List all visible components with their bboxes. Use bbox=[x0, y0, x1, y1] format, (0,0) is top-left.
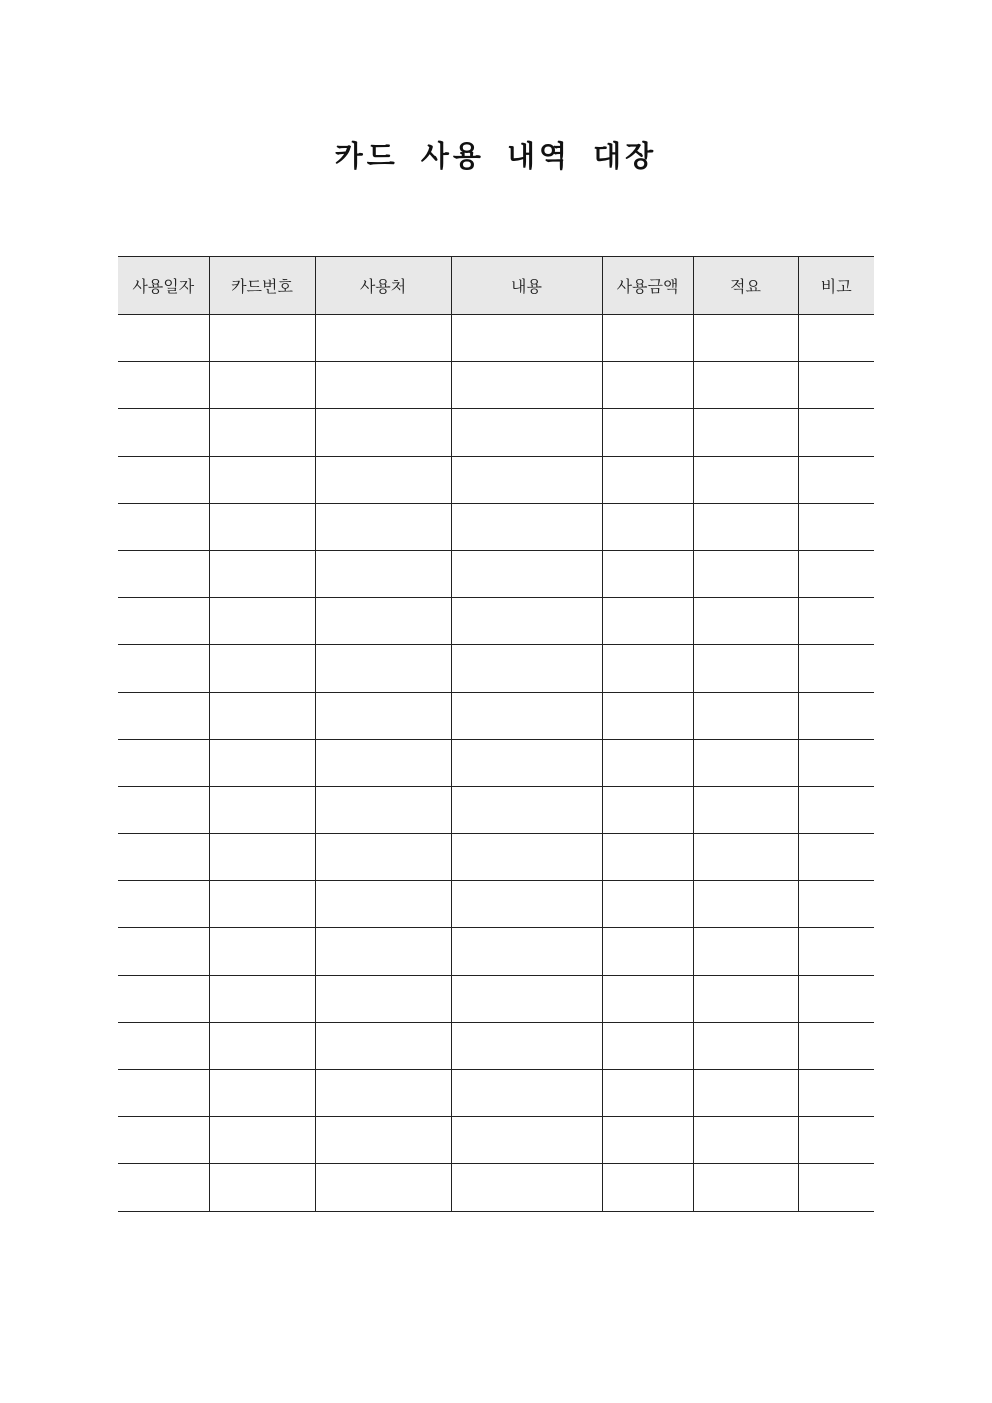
table-cell-merchant bbox=[315, 1164, 451, 1211]
table-cell-amount bbox=[602, 1117, 693, 1164]
table-cell-card-number bbox=[209, 881, 315, 928]
table-cell-summary bbox=[693, 456, 798, 503]
table-cell-card-number bbox=[209, 315, 315, 362]
table-cell-merchant bbox=[315, 503, 451, 550]
table-cell-details bbox=[451, 550, 602, 597]
table-cell-amount bbox=[602, 739, 693, 786]
table-cell-amount bbox=[602, 456, 693, 503]
table-cell-card-number bbox=[209, 550, 315, 597]
table-cell-remarks bbox=[798, 315, 874, 362]
table-cell-summary bbox=[693, 1117, 798, 1164]
table-cell-summary bbox=[693, 645, 798, 692]
table-cell-amount bbox=[602, 692, 693, 739]
table-cell-merchant bbox=[315, 1117, 451, 1164]
table-header-row bbox=[118, 257, 874, 315]
table-cell-summary bbox=[693, 315, 798, 362]
table-cell-summary bbox=[693, 362, 798, 409]
table-cell-remarks bbox=[798, 1070, 874, 1117]
table-cell-summary bbox=[693, 503, 798, 550]
table-cell-merchant bbox=[315, 1070, 451, 1117]
table-cell-remarks bbox=[798, 739, 874, 786]
table-cell-amount bbox=[602, 645, 693, 692]
table-cell-date bbox=[118, 598, 209, 645]
table-cell-remarks bbox=[798, 692, 874, 739]
table-row bbox=[118, 362, 874, 409]
table-cell-amount bbox=[602, 786, 693, 833]
table-cell-details bbox=[451, 1022, 602, 1069]
table-row bbox=[118, 881, 874, 928]
table-cell-amount bbox=[602, 409, 693, 456]
column-header-card-number: 카드번호 bbox=[209, 257, 315, 315]
table-cell-remarks bbox=[798, 409, 874, 456]
table-cell-details bbox=[451, 834, 602, 881]
table-cell-date bbox=[118, 1070, 209, 1117]
table-cell-remarks bbox=[798, 1022, 874, 1069]
table-cell-card-number bbox=[209, 456, 315, 503]
table-cell-remarks bbox=[798, 362, 874, 409]
table-body bbox=[118, 315, 874, 1212]
table-cell-summary bbox=[693, 786, 798, 833]
table-cell-amount bbox=[602, 975, 693, 1022]
table-cell-details bbox=[451, 1117, 602, 1164]
table-cell-summary bbox=[693, 409, 798, 456]
table-cell-amount bbox=[602, 834, 693, 881]
table-cell-card-number bbox=[209, 1070, 315, 1117]
table-cell-date bbox=[118, 550, 209, 597]
table-cell-details bbox=[451, 692, 602, 739]
table-cell-date bbox=[118, 739, 209, 786]
table-cell-card-number bbox=[209, 1164, 315, 1211]
table-row bbox=[118, 645, 874, 692]
table-cell-remarks bbox=[798, 928, 874, 975]
table-cell-date bbox=[118, 456, 209, 503]
table-cell-amount bbox=[602, 550, 693, 597]
table-cell-remarks bbox=[798, 834, 874, 881]
column-header-date: 사용일자 bbox=[118, 257, 209, 315]
table-row bbox=[118, 409, 874, 456]
table-cell-summary bbox=[693, 1070, 798, 1117]
table-cell-merchant bbox=[315, 456, 451, 503]
table-row bbox=[118, 1022, 874, 1069]
table-cell-card-number bbox=[209, 503, 315, 550]
table-row bbox=[118, 834, 874, 881]
table-cell-summary bbox=[693, 1022, 798, 1069]
table-cell-card-number bbox=[209, 1117, 315, 1164]
table-cell-remarks bbox=[798, 645, 874, 692]
table-cell-merchant bbox=[315, 362, 451, 409]
table-cell-summary bbox=[693, 834, 798, 881]
table-cell-summary bbox=[693, 1164, 798, 1211]
table-cell-date bbox=[118, 881, 209, 928]
table-cell-merchant bbox=[315, 692, 451, 739]
table-cell-details bbox=[451, 645, 602, 692]
table-cell-amount bbox=[602, 928, 693, 975]
column-header-amount: 사용금액 bbox=[602, 257, 693, 315]
table-cell-date bbox=[118, 692, 209, 739]
table-row bbox=[118, 1164, 874, 1211]
table-row bbox=[118, 598, 874, 645]
table-cell-details bbox=[451, 456, 602, 503]
table-row bbox=[118, 1117, 874, 1164]
table-cell-remarks bbox=[798, 881, 874, 928]
table-cell-remarks bbox=[798, 1164, 874, 1211]
table-cell-merchant bbox=[315, 928, 451, 975]
table-cell-card-number bbox=[209, 786, 315, 833]
column-header-details: 내용 bbox=[451, 257, 602, 315]
table-cell-card-number bbox=[209, 1022, 315, 1069]
table-cell-details bbox=[451, 975, 602, 1022]
column-header-remarks: 비고 bbox=[798, 257, 874, 315]
table-cell-card-number bbox=[209, 834, 315, 881]
table-cell-remarks bbox=[798, 503, 874, 550]
table-cell-merchant bbox=[315, 739, 451, 786]
table-cell-date bbox=[118, 645, 209, 692]
table-cell-amount bbox=[602, 503, 693, 550]
table-cell-amount bbox=[602, 362, 693, 409]
table-cell-amount bbox=[602, 1022, 693, 1069]
table-cell-merchant bbox=[315, 550, 451, 597]
table-cell-card-number bbox=[209, 362, 315, 409]
table-cell-remarks bbox=[798, 975, 874, 1022]
table-cell-merchant bbox=[315, 881, 451, 928]
table-cell-merchant bbox=[315, 1022, 451, 1069]
table-row bbox=[118, 928, 874, 975]
column-header-summary: 적요 bbox=[693, 257, 798, 315]
table-cell-amount bbox=[602, 598, 693, 645]
table-cell-merchant bbox=[315, 315, 451, 362]
table-cell-date bbox=[118, 1164, 209, 1211]
table-cell-date bbox=[118, 409, 209, 456]
table-cell-summary bbox=[693, 598, 798, 645]
table-cell-card-number bbox=[209, 739, 315, 786]
table-row bbox=[118, 503, 874, 550]
table-cell-amount bbox=[602, 1070, 693, 1117]
table-cell-merchant bbox=[315, 834, 451, 881]
table-cell-details bbox=[451, 315, 602, 362]
table-cell-details bbox=[451, 881, 602, 928]
table-cell-merchant bbox=[315, 786, 451, 833]
table-cell-details bbox=[451, 739, 602, 786]
table-cell-card-number bbox=[209, 598, 315, 645]
table-cell-remarks bbox=[798, 786, 874, 833]
table-cell-merchant bbox=[315, 645, 451, 692]
table-cell-card-number bbox=[209, 409, 315, 456]
table-cell-amount bbox=[602, 1164, 693, 1211]
table-cell-details bbox=[451, 1070, 602, 1117]
table-cell-card-number bbox=[209, 975, 315, 1022]
table-row bbox=[118, 692, 874, 739]
table-cell-date bbox=[118, 1117, 209, 1164]
table-cell-details bbox=[451, 362, 602, 409]
table-row bbox=[118, 550, 874, 597]
table-cell-summary bbox=[693, 975, 798, 1022]
table-cell-summary bbox=[693, 550, 798, 597]
table-row bbox=[118, 315, 874, 362]
table-cell-date bbox=[118, 975, 209, 1022]
table-cell-details bbox=[451, 928, 602, 975]
table-row bbox=[118, 975, 874, 1022]
table-row bbox=[118, 786, 874, 833]
table-cell-merchant bbox=[315, 598, 451, 645]
table-cell-details bbox=[451, 598, 602, 645]
table-cell-remarks bbox=[798, 550, 874, 597]
table-cell-remarks bbox=[798, 598, 874, 645]
table-cell-merchant bbox=[315, 409, 451, 456]
table-cell-details bbox=[451, 503, 602, 550]
table-cell-summary bbox=[693, 928, 798, 975]
table-cell-summary bbox=[693, 739, 798, 786]
column-header-merchant: 사용처 bbox=[315, 257, 451, 315]
table-cell-details bbox=[451, 786, 602, 833]
table-cell-remarks bbox=[798, 456, 874, 503]
table-row bbox=[118, 1070, 874, 1117]
table-cell-amount bbox=[602, 315, 693, 362]
table-cell-details bbox=[451, 409, 602, 456]
table-cell-date bbox=[118, 928, 209, 975]
table-cell-details bbox=[451, 1164, 602, 1211]
table-cell-summary bbox=[693, 881, 798, 928]
table-cell-date bbox=[118, 503, 209, 550]
table-cell-date bbox=[118, 786, 209, 833]
table-cell-date bbox=[118, 1022, 209, 1069]
table-cell-summary bbox=[693, 692, 798, 739]
card-usage-table bbox=[118, 256, 874, 1212]
table-row bbox=[118, 456, 874, 503]
table-cell-card-number bbox=[209, 645, 315, 692]
table-cell-card-number bbox=[209, 928, 315, 975]
table-cell-date bbox=[118, 362, 209, 409]
table-cell-remarks bbox=[798, 1117, 874, 1164]
table-cell-merchant bbox=[315, 975, 451, 1022]
table-row bbox=[118, 739, 874, 786]
table-cell-date bbox=[118, 315, 209, 362]
table-cell-amount bbox=[602, 881, 693, 928]
table-cell-card-number bbox=[209, 692, 315, 739]
document-title: 카드 사용 내역 대장 bbox=[334, 139, 658, 173]
table-cell-date bbox=[118, 834, 209, 881]
